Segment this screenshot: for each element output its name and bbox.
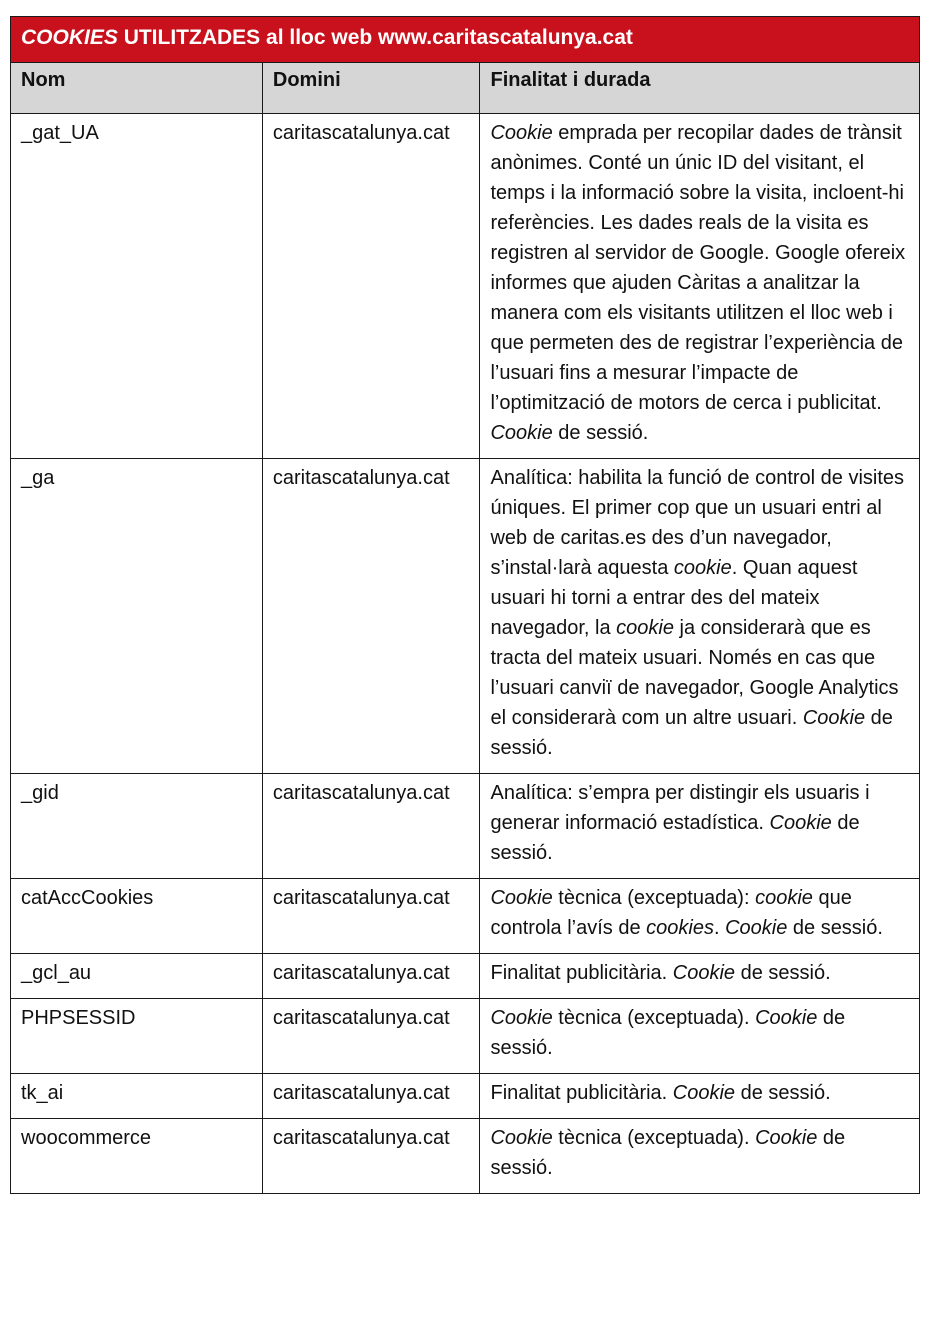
cell-finalitat bbox=[480, 1074, 920, 1119]
cell-nom: woocommerce bbox=[11, 1119, 263, 1194]
finalitat-text: de sessió. bbox=[490, 812, 860, 864]
finalitat-emphasis: Cookie bbox=[490, 1007, 553, 1029]
finalitat-text: tècnica (exceptuada): bbox=[552, 887, 756, 909]
finalitat-emphasis: cookies bbox=[646, 917, 714, 939]
finalitat-text: . Quan aquest usuari hi torni a entrar des del mateix navegador, la bbox=[490, 557, 858, 639]
cookies-table bbox=[10, 16, 920, 1194]
table-title-row bbox=[11, 17, 920, 63]
table-row bbox=[11, 459, 920, 774]
finalitat-emphasis: cookie bbox=[616, 617, 674, 639]
cell-nom: tk_ai bbox=[11, 1074, 263, 1119]
cell-domini: caritascatalunya.cat bbox=[262, 999, 480, 1074]
table-title bbox=[11, 17, 920, 63]
cell-finalitat bbox=[480, 999, 920, 1074]
header-nom: Nom bbox=[11, 63, 263, 114]
table-title-italic: COOKIES bbox=[21, 26, 118, 49]
table-row bbox=[11, 774, 920, 879]
finalitat-text: tècnica (exceptuada). bbox=[552, 1007, 756, 1029]
cell-nom: _gat_UA bbox=[11, 114, 263, 459]
table-header-row bbox=[11, 63, 920, 114]
finalitat-emphasis: Cookie bbox=[490, 1127, 553, 1149]
finalitat-text: de sessió. bbox=[787, 917, 883, 939]
cell-finalitat bbox=[480, 1119, 920, 1194]
finalitat-emphasis: Cookie bbox=[769, 812, 832, 834]
finalitat-emphasis: Cookie bbox=[672, 1082, 736, 1104]
finalitat-text: Analítica: habilita la funció de control de visites úniques. El primer cop que un usuari entri al web de caritas.es des d’un navegador, s’instal·larà aquesta bbox=[490, 467, 905, 579]
header-domini: Domini bbox=[262, 63, 480, 114]
table-title-rest: UTILITZADES al lloc web www.caritascatalunya.cat bbox=[117, 26, 633, 49]
finalitat-emphasis: Cookie bbox=[725, 917, 788, 939]
table-row bbox=[11, 879, 920, 954]
finalitat-text: tècnica (exceptuada). bbox=[552, 1127, 756, 1149]
table-body bbox=[11, 114, 920, 1194]
cell-finalitat bbox=[480, 954, 920, 999]
finalitat-emphasis: Cookie bbox=[490, 887, 553, 909]
finalitat-emphasis: cookie bbox=[755, 887, 813, 909]
cell-finalitat bbox=[480, 774, 920, 879]
finalitat-text: ja considerarà que es tracta del mateix usuari. Només en cas que l’usuari canviï de navegador, Google Analytics el considerarà com un altre usuari. bbox=[490, 617, 899, 729]
cell-domini: caritascatalunya.cat bbox=[262, 1119, 480, 1194]
cell-domini: caritascatalunya.cat bbox=[262, 1074, 480, 1119]
cell-domini: caritascatalunya.cat bbox=[262, 954, 480, 999]
finalitat-text: Finalitat publicitària. bbox=[490, 1082, 673, 1104]
finalitat-text: de sessió. bbox=[552, 422, 649, 444]
finalitat-text: que controla l’avís de bbox=[490, 887, 852, 939]
table-row bbox=[11, 114, 920, 459]
table-row bbox=[11, 1074, 920, 1119]
header-finalitat: Finalitat i durada bbox=[480, 63, 920, 114]
finalitat-text: de sessió. bbox=[490, 1007, 846, 1059]
cell-domini: caritascatalunya.cat bbox=[262, 879, 480, 954]
finalitat-emphasis: Cookie bbox=[490, 422, 553, 444]
cell-domini: caritascatalunya.cat bbox=[262, 459, 480, 774]
table-row bbox=[11, 1119, 920, 1194]
finalitat-emphasis: Cookie bbox=[755, 1127, 818, 1149]
cell-domini: caritascatalunya.cat bbox=[262, 114, 480, 459]
cell-nom: catAccCookies bbox=[11, 879, 263, 954]
cell-nom: _gcl_au bbox=[11, 954, 263, 999]
cell-nom: PHPSESSID bbox=[11, 999, 263, 1074]
finalitat-emphasis: Cookie bbox=[490, 122, 553, 144]
cell-finalitat bbox=[480, 459, 920, 774]
finalitat-text: Finalitat publicitària. bbox=[490, 962, 673, 984]
cell-domini: caritascatalunya.cat bbox=[262, 774, 480, 879]
cell-nom: _ga bbox=[11, 459, 263, 774]
finalitat-emphasis: Cookie bbox=[672, 962, 736, 984]
finalitat-text: . bbox=[713, 917, 726, 939]
finalitat-text: Analítica: s’empra per distingir els usuaris i generar informació estadística. bbox=[490, 782, 870, 834]
cell-finalitat bbox=[480, 879, 920, 954]
table-row bbox=[11, 999, 920, 1074]
finalitat-text: de sessió. bbox=[490, 1127, 846, 1179]
finalitat-emphasis: cookie bbox=[673, 557, 732, 579]
table-row bbox=[11, 954, 920, 999]
finalitat-text: de sessió. bbox=[490, 707, 893, 759]
finalitat-text: de sessió. bbox=[735, 962, 831, 984]
finalitat-text: emprada per recopilar dades de trànsit anònimes. Conté un únic ID del visitant, el temps i la informació sobre la visita, incloent-hi referències. Les dades reals de la visita es registren al servidor de Google. Google ofereix informes que ajuden Càritas a analitzar la manera com els visitants utilitzen el lloc web i que permeten des de registrar l’experiència de l’usuari fins a mesurar l’impacte de l’optimització de motors de cerca i publicitat. bbox=[490, 122, 906, 414]
cell-finalitat bbox=[480, 114, 920, 459]
finalitat-text: de sessió. bbox=[735, 1082, 831, 1104]
finalitat-emphasis: Cookie bbox=[755, 1007, 818, 1029]
cell-nom: _gid bbox=[11, 774, 263, 879]
finalitat-emphasis: Cookie bbox=[802, 707, 866, 729]
